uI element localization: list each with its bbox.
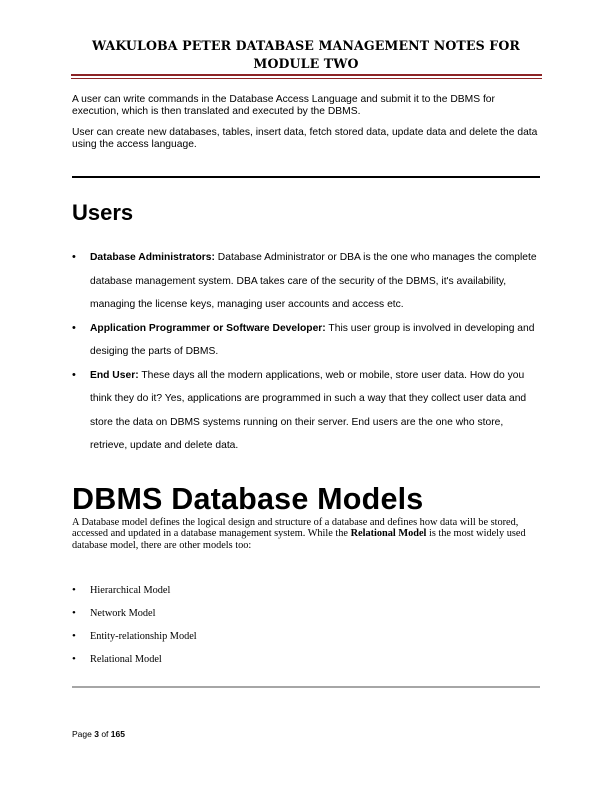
page-label: Page xyxy=(72,729,95,739)
bullet-icon: • xyxy=(72,368,76,381)
models-paragraph-bold: Relational Model xyxy=(350,528,427,540)
intro-paragraph-1-text: A user can write commands in the Database Access Language and submit it to the DBMS for execution, which is then translated and executed by the DBMS. xyxy=(72,94,495,117)
list-item xyxy=(72,602,532,625)
list-item-text: Hierarchical Model xyxy=(90,585,171,596)
page-number: 3 xyxy=(94,729,99,739)
bullet-icon: • xyxy=(72,584,76,596)
models-paragraph-start: A Database model defines the logical design and structure of a database and defines how data will be stored, accessed and updated in a database management system. While the xyxy=(72,517,519,540)
users-list xyxy=(72,246,542,458)
list-item-term: Application Programmer or Software Developer: xyxy=(90,322,326,334)
bullet-icon: • xyxy=(72,653,76,665)
list-item xyxy=(72,579,532,602)
list-item xyxy=(72,625,532,648)
bullet-icon: • xyxy=(72,251,76,263)
of-label: of xyxy=(98,729,111,739)
list-item xyxy=(72,317,542,364)
list-item-text: These days all the modern applications, web or mobile, store user data. How do you think they do it? Yes, applications are programmed in such a way that they collect user data and store the data on DBMS systems running on their server. End users are the one who store, retrieve, update and delete data. xyxy=(90,369,527,451)
page-header-title xyxy=(72,37,540,72)
list-item-text: This user group is involved in developing and desiging the parts of DBMS. xyxy=(90,322,535,357)
total-pages: 165 xyxy=(110,729,125,739)
header-title-line-1: WAKULOBA PETER DATABASE MANAGEMENT NOTES FOR xyxy=(92,38,520,53)
section-divider xyxy=(72,176,540,178)
models-heading: DBMS Database Models xyxy=(72,482,424,516)
list-item-text: Entity-relationship Model xyxy=(90,631,197,642)
list-item-text: Network Model xyxy=(90,608,156,619)
page-footer xyxy=(72,729,125,739)
header-title-line-2: MODULE TWO xyxy=(253,55,359,71)
footer-divider xyxy=(72,686,540,688)
list-item-term: End User: xyxy=(90,369,139,381)
bullet-icon: • xyxy=(72,630,76,642)
models-paragraph-end: is the most widely used database model, there are other models too: xyxy=(72,528,526,551)
models-list xyxy=(72,579,532,671)
intro-paragraph-2-text: User can create new databases, tables, insert data, fetch stored data, update data and delete the data using the access language. xyxy=(72,127,538,150)
list-item xyxy=(72,364,542,458)
list-item xyxy=(72,648,532,671)
bullet-icon: • xyxy=(72,321,76,334)
intro-paragraph-1 xyxy=(72,94,542,117)
header-rule-thin xyxy=(71,78,542,79)
list-item-text: Relational Model xyxy=(90,654,162,665)
bullet-icon: • xyxy=(72,607,76,619)
intro-paragraph-2 xyxy=(72,127,542,150)
list-item xyxy=(72,246,542,317)
models-paragraph xyxy=(72,517,534,551)
list-item-text: Database Administrator or DBA is the one who manages the complete database management system. DBA takes care of the security of the DBMS, it's availability, managing the license keys, managing user accounts and access etc. xyxy=(90,252,537,310)
header-rule-thick xyxy=(71,74,542,76)
users-heading: Users xyxy=(72,200,134,225)
list-item-term: Database Administrators: xyxy=(90,252,215,263)
